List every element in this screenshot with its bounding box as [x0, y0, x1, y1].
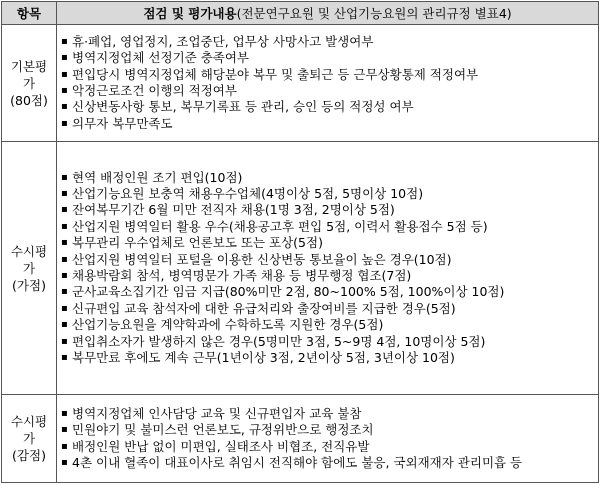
items-basic	[57, 25, 599, 142]
section-basic	[2, 25, 599, 142]
category-bonus	[2, 142, 57, 395]
list-item: ▪ 산업기능요원 보충역 채용우수업체(4명이상 5점, 5명이상 10점)	[61, 186, 598, 202]
list-item: ▪ 산업지원 병역일터 포털을 이용한 신상변동 통보율이 높은 경우(10점)	[61, 252, 598, 268]
list-item: ▪ 배정인원 반납 없이 미편입, 실태조사 비협조, 전직유발	[61, 439, 598, 455]
list-item: ▪ 휴·폐업, 영업정지, 조업중단, 업무상 사망사고 발생여부	[61, 34, 598, 50]
category-basic	[2, 25, 57, 142]
list-item: ▪ 편입취소자가 발생하지 않은 경우(5명미만 3점, 5~9명 4점, 10명이상 5점)	[61, 334, 598, 350]
list-item: ▪ 병역지정업체 인사담당 교육 및 신규편입자 교육 불참	[61, 406, 598, 422]
category-label-line: 가	[22, 75, 36, 91]
list-item: ▪ 4촌 이내 혈족이 대표이사로 취임시 전직해야 함에도 불응, 국외재재자 관리미흡 등	[61, 455, 598, 471]
list-item: ▪ 산업지원 병역일터 활용 우수(채용공고후 편입 5점, 이력서 활용접수 5점 등)	[61, 219, 598, 235]
category-penalty	[2, 395, 57, 483]
list-item: ▪ 산업기능요원을 계약학과에 수학하도록 지원한 경우(5점)	[61, 317, 598, 333]
header-content-sub: (전문연구요원 및 산업기능요원의 관리규정 별표4)	[236, 6, 512, 21]
category-label-line: 가	[22, 260, 36, 276]
header-item: 항목	[2, 2, 57, 25]
list-item: ▪ 악정근로조건 이행의 적정여부	[61, 83, 598, 99]
list-item: ▪ 의무자 복무만족도	[61, 116, 598, 132]
list-item: ▪ 복무관리 우수업체로 언론보도 또는 포상(5점)	[61, 235, 598, 251]
header-row	[2, 2, 599, 25]
items-bonus	[57, 142, 599, 395]
list-item: ▪ 잔여복무기간 6월 미만 전직자 채용(1명 3점, 2명이상 5점)	[61, 202, 598, 218]
category-label-line: (80점)	[10, 92, 48, 108]
list-item: ▪ 채용박람회 참석, 병역명문가 가족 채용 등 병무행정 협조(7점)	[61, 268, 598, 284]
category-label-line: 가	[22, 431, 36, 446]
category-label-line: 기본평	[10, 58, 48, 74]
list-item: ▪ 복무만료 후에도 계속 근무(1년이상 3점, 2년이상 5점, 3년이상 10점)	[61, 350, 598, 366]
category-label-line: (가점)	[12, 277, 46, 293]
section-penalty	[2, 395, 599, 483]
list-item: ▪ 군사교육소집기간 임금 지급(80%미만 2점, 80~100% 5점, 100%이상 10점)	[61, 284, 598, 300]
header-content	[57, 2, 599, 25]
list-item: ▪ 병역지정업체 선정기준 충족여부	[61, 50, 598, 66]
list-item: ▪ 현역 배정인원 조기 편입(10점)	[61, 170, 598, 186]
category-label-line: 수시평	[10, 414, 48, 429]
list-item: ▪ 편입당시 병역지정업체 해당분야 복무 및 출퇴근 등 근무상황통제 적정여부	[61, 67, 598, 83]
items-penalty	[57, 395, 599, 483]
header-content-main: 점검 및 평가내용	[143, 6, 237, 21]
evaluation-table	[1, 1, 599, 483]
list-item: ▪ 민원야기 및 불미스런 언론보도, 규정위반으로 행정조치	[61, 422, 598, 438]
list-item: ▪ 신상변동사항 통보, 복무기록표 등 관리, 승인 등의 적정성 여부	[61, 99, 598, 115]
category-label-line: (감점)	[12, 448, 46, 463]
list-item: ▪ 신규편입 교육 참석자에 대한 유급처리와 출장여비를 지급한 경우(5점)	[61, 301, 598, 317]
category-label-line: 수시평	[10, 243, 48, 259]
section-bonus	[2, 142, 599, 395]
